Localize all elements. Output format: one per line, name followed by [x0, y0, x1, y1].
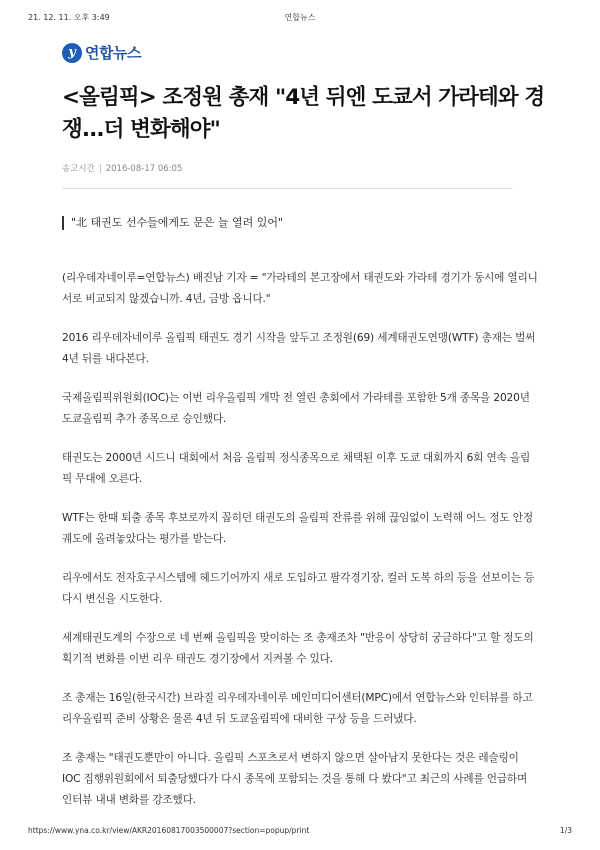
meta-separator: | [98, 164, 102, 174]
article-paragraph: 조 총재는 "태권도뿐만이 아니다. 올림픽 스포츠로서 변하지 않으면 살아남지 못한다는 것은 레슬링이 IOC 집행위원회에서 퇴출당했다가 다시 종목에 포함되는 것을 통해 다 봤다"고 최근의 사례를 언급하며 인터뷰 내내 변화를 강조했다. [62, 752, 528, 806]
print-footer [28, 826, 572, 836]
article-headline: <올림픽> 조정원 총재 "4년 뒤엔 도쿄서 가라테와 경쟁...더 변화해야" [62, 85, 545, 142]
meta-label: 송고시간 [62, 164, 95, 174]
article-subhead: "北 태권도 선수들에게도 문은 늘 열려 있어" [62, 216, 521, 230]
article-paragraph: 리우에서도 전자호구시스템에 헤드기어까지 새로 도입하고 팔각경기장, 컬러 도복 하의 등을 선보이는 등 다시 변신을 시도한다. [62, 572, 535, 605]
header-divider [62, 188, 513, 189]
site-logo[interactable] [62, 42, 141, 63]
page-number: 1/3 [559, 826, 572, 835]
article-paragraph: 조 총재는 16일(한국시간) 브라질 리우데자네이루 메인미디어센터(MPC)에서 연합뉴스와 인터뷰를 하고 리우올림픽 준비 상황은 물론 4년 뒤 도쿄올림픽에 대비한 구상 등을 드러냈다. [62, 692, 533, 725]
article-meta [62, 162, 182, 174]
yonhap-logo-icon: y [62, 43, 82, 63]
article-paragraph: (리우데자네이루=연합뉴스) 배진남 기자 = "가라테의 본고장에서 태권도와 가라테 경기가 동시에 열리니 서로 비교되지 않겠습니까. 4년, 금방 옵니다." [62, 272, 538, 305]
publish-time: 2016-08-17 06:05 [105, 164, 183, 174]
article-paragraph: 태권도는 2000년 시드니 대회에서 처음 올림픽 정식종목으로 채택된 이후 도쿄 대회까지 6회 연속 올림픽 무대에 오른다. [62, 452, 531, 485]
article-paragraph: 2016 리우데자네이루 올림픽 태권도 경기 시작을 앞두고 조정원(69) 세계태권도연맹(WTF) 총재는 벌써 4년 뒤를 내다본다. [62, 332, 536, 365]
article-paragraph: 세계태권도계의 수장으로 네 번째 올림픽을 맞이하는 조 총재조차 "반응이 상당히 궁금하다"고 할 정도의 획기적 변화를 이번 리우 태권도 경기장에서 지켜볼 수 있다. [62, 632, 534, 665]
print-header [28, 12, 572, 24]
article-paragraph: 국제올림픽위원회(IOC)는 이번 리우올림픽 개막 전 열린 총회에서 가라테를 포함한 5개 종목을 2020년 도쿄올림픽 추가 종목으로 승인했다. [62, 392, 530, 425]
print-title: 연합뉴스 [284, 13, 316, 22]
logo-text: 연합뉴스 [85, 44, 141, 62]
article-paragraph: WTF는 한때 퇴출 종목 후보로까지 꼽히던 태권도의 올림픽 잔류를 위해 끊임없이 노력해 어느 정도 안정 궤도에 올려놓았다는 평가를 받는다. [62, 512, 533, 545]
article-body [62, 268, 538, 829]
page-url: https://www.yna.co.kr/view/AKR20160817003500007?section=popup/print [28, 826, 310, 835]
print-datetime: 21. 12. 11. 오후 3:49 [28, 13, 110, 22]
